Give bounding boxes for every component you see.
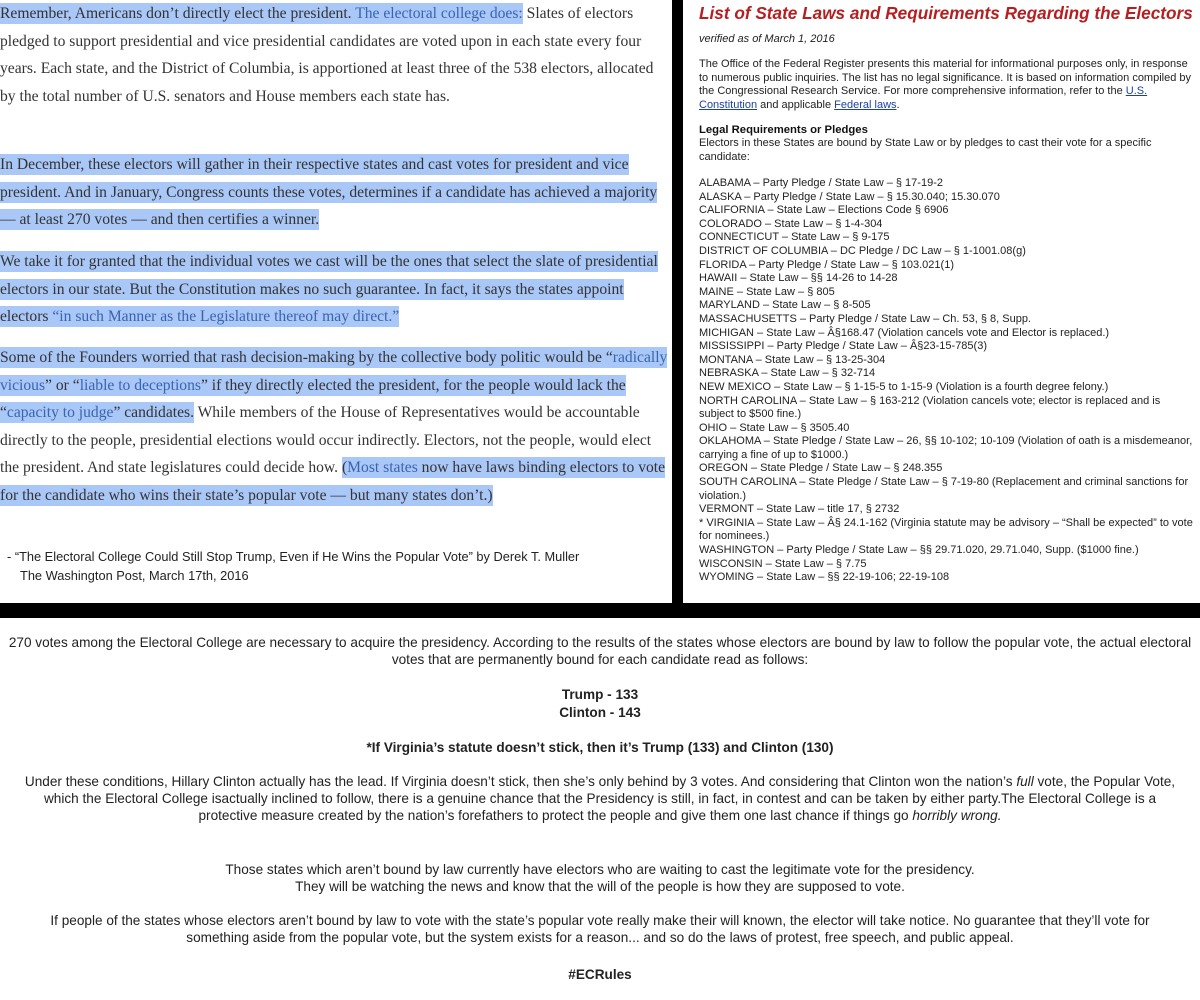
state-law-item: OREGON – State Pledge / State Law – § 248.355 [699,462,943,475]
state-law-item: WISCONSIN – State Law – § 7.75 [699,557,867,570]
emphasis-horribly-wrong: horribly wrong. [912,808,1002,823]
state-law-item: ALABAMA – Party Pledge / State Law – § 17-19-2 [699,177,943,189]
intro-text: and applicable [757,98,835,111]
most-states-link[interactable]: Most states [347,459,418,476]
commentary-intro: 270 votes among the Electoral College are necessary to acquire the presidency. According to the results of the states whose electors are bound by law to follow the popular vote, the actual electoral votes that are permanently bound for each candidate read as follows: [8,635,1192,667]
state-law-item: MARYLAND – State Law – § 8-505 [699,299,871,312]
unbound-states-paragraph [0,861,1200,895]
highlighted-text: ” if they directly elected the president, for the people would lack the “ [0,376,626,421]
emphasis-full: full [1016,774,1034,789]
analysis-text: vote, the Popular Vote, which the Electoral College isactually inclined to follow, there is a genuine chance that the Presidency is still, in fact, in contest and can be taken by either party.The Electoral College is a protective measure created by the nation’s forefathers to protect the people and give them one last chance if things go [43,774,1176,823]
capacity-to-judge-link[interactable]: capacity to judge [6,404,114,421]
hashtag: #ECRules [568,967,632,982]
highlighted-text: ( [341,459,348,476]
state-law-item: NORTH CAROLINA – State Law – § 163-212 (Violation cancels vote; elector is replaced and is subject to $500 fine.) [699,394,1164,421]
state-law-item: HAWAII – State Law – §§ 14-26 to 14-28 [699,272,898,285]
citation-source: The Washington Post, March 17th, 2016 [20,568,249,583]
analysis-paragraph [20,773,1180,824]
intro-text: The Office of the Federal Register presents this material for informational purposes only, in response to numerous public inquiries. The list has no legal significance. It is based on information compiled by the Congressional Research Service. For more comprehensive information, refer to the [699,58,1192,98]
commentary-panel [0,618,1200,1000]
state-law-item: CALIFORNIA – State Law – Elections Code § 6906 [699,204,949,217]
electoral-college-link[interactable]: The electoral college does: [355,5,523,22]
state-law-item: DISTRICT OF COLUMBIA – DC Pledge / DC Law – § 1-1001.08(g) [699,244,1026,257]
federal-laws-link[interactable]: Federal laws [834,98,897,111]
highlighted-text: We take it for granted that the individual votes we cast will be the ones that select the slate of presidential electors in our state. But the Constitution makes no such guarantee. In fact, it says the states appoint electors [0,253,658,325]
state-law-item: NEW MEXICO – State Law – § 1-15-5 to 1-15-9 (Violation is a fourth degree felony.) [699,380,1109,393]
state-law-item: MASSACHUSETTS – Party Pledge / State Law – Ch. 53, § 8, Supp. [699,312,1031,325]
state-law-item: NEBRASKA – State Law – § 32-714 [699,367,876,380]
state-law-item: OHIO – State Law – § 3505.40 [699,421,850,434]
paragraph-text: While members of the House of Representatives would be accountable directly to the people, presidential elections would occur indirectly. Electors, not the people, would elect the president. And state legislatures could decide how. [0,404,652,476]
state-law-item: COLORADO – State Law – § 1-4-304 [699,217,883,230]
article-paragraph-4 [0,344,668,509]
radically-vicious-link[interactable]: radically vicious [0,349,668,394]
federal-register-panel [683,0,1200,603]
article-paragraph-1 [0,0,668,110]
notice-paragraph: If people of the states whose electors aren’t bound by law to vote with the state’s popular vote really make their will known, the elector will take notice. No guarantee that they’ll vote for something aside from the popular vote, but the system exists for a reason... and so do the laws of protest, free speech, and public appeal. [50,913,1150,945]
verified-date: verified as of March 1, 2016 [699,33,835,45]
highlighted-text: Some of the Founders worried that rash decision-making by the collective body politic would be “ [0,349,613,366]
liable-to-deceptions-link[interactable]: liable to deceptions [79,376,201,394]
article-excerpt-panel [0,0,672,603]
register-title: List of State Laws and Requirements Regarding the Electors [699,3,1193,23]
highlighted-text: now have laws binding electors to vote for the candidate who wins their state’s popular vote — but many states don’t.) [0,459,666,504]
state-law-item: WYOMING – State Law – §§ 22-19-106; 22-19-108 [699,571,950,584]
state-law-item: MICHIGAN – State Law – Â§168.47 (Violation cancels vote and Elector is replaced.) [699,326,1110,339]
section-heading: Legal Requirements or Pledges [699,124,868,136]
state-law-item: ALASKA – Party Pledge / State Law – § 15.30.040; 15.30.070 [699,190,1000,203]
article-paragraph-2 [0,151,668,234]
article-paragraph-3 [0,248,668,331]
analysis-text: Under these conditions, Hillary Clinton actually has the lead. If Virginia doesn’t stick, then she’s only behind by 3 votes. And considering that Clinton won the nation’s [24,774,1017,789]
state-law-item: MAINE – State Law – § 805 [699,285,835,298]
highlighted-text: In December, these electors will gather in their respective states and cast votes for president and vice president. And in January, Congress counts these votes, determines if a candidate has achieved a majority — at least 270 votes — and then certifies a winner. [0,156,658,228]
state-law-item: VERMONT – State Law – title 17, § 2732 [699,503,900,516]
state-law-item: MONTANA – State Law – § 13-25-304 [699,353,886,366]
paragraph-text: Slates of electors pledged to support presidential and vice presidential candidates are voted upon in each state every four years. Each state, and the District of Columbia, is apportioned at least three of the 538 electors, allocated by the total number of U.S. senators and House members each state has. [0,5,654,105]
state-law-item: MISSISSIPPI – Party Pledge / State Law – Â§23-15-785(3) [699,340,987,353]
section-description: Electors in these States are bound by State Law or by pledges to cast their vote for a specific candidate: [699,137,1152,163]
us-constitution-link[interactable]: U.S. Constitution [699,85,1148,111]
unbound-line-1: Those states which aren’t bound by law currently have electors who are waiting to cast the legitimate vote for the presidency. [225,862,975,877]
state-law-item: CONNECTICUT – State Law – § 9-175 [699,231,890,244]
state-law-item: * VIRGINIA – State Law – Â§ 24.1-162 (Virginia statute may be advisory – “Shall be expected” to vote for nominees.) [699,516,1196,543]
state-law-item: WASHINGTON – Party Pledge / State Law – §§ 29.71.020, 29.71.040, Supp. ($1000 fine.) [699,544,1139,557]
clinton-vote-count: Clinton - 143 [559,705,641,720]
register-intro [699,58,1195,112]
state-law-item: OKLAHOMA – State Pledge / State Law – 26, §§ 10-102; 10-109 (Violation of oath is a misdemeanor, carrying a fine of up to $1000.) [699,435,1196,461]
citation-title: - “The Electoral College Could Still Stop Trump, Even if He Wins the Popular Vote” by Derek T. Muller [7,549,580,564]
state-law-list [699,177,1195,585]
highlighted-text: ” candidates. [113,404,194,421]
highlighted-text: ” or “ [45,376,80,394]
virginia-note: *If Virginia’s statute doesn’t stick, then it’s Trump (133) and Clinton (130) [366,740,834,755]
legislature-quote-link[interactable]: “in such Manner as the Legislature thereof may direct.” [52,308,400,325]
unbound-line-2: They will be watching the news and know that the will of the people is how they are supposed to vote. [295,879,905,894]
trump-vote-count: Trump - 133 [561,687,639,702]
highlighted-text: Remember, Americans don’t directly elect the president. [0,5,356,22]
state-law-item: FLORIDA – Party Pledge / State Law – § 103.021(1) [699,258,954,271]
intro-text: . [896,98,900,111]
state-law-item: SOUTH CAROLINA – State Pledge / State Law – § 7-19-80 (Replacement and criminal sanctions for violation.) [699,476,1192,502]
